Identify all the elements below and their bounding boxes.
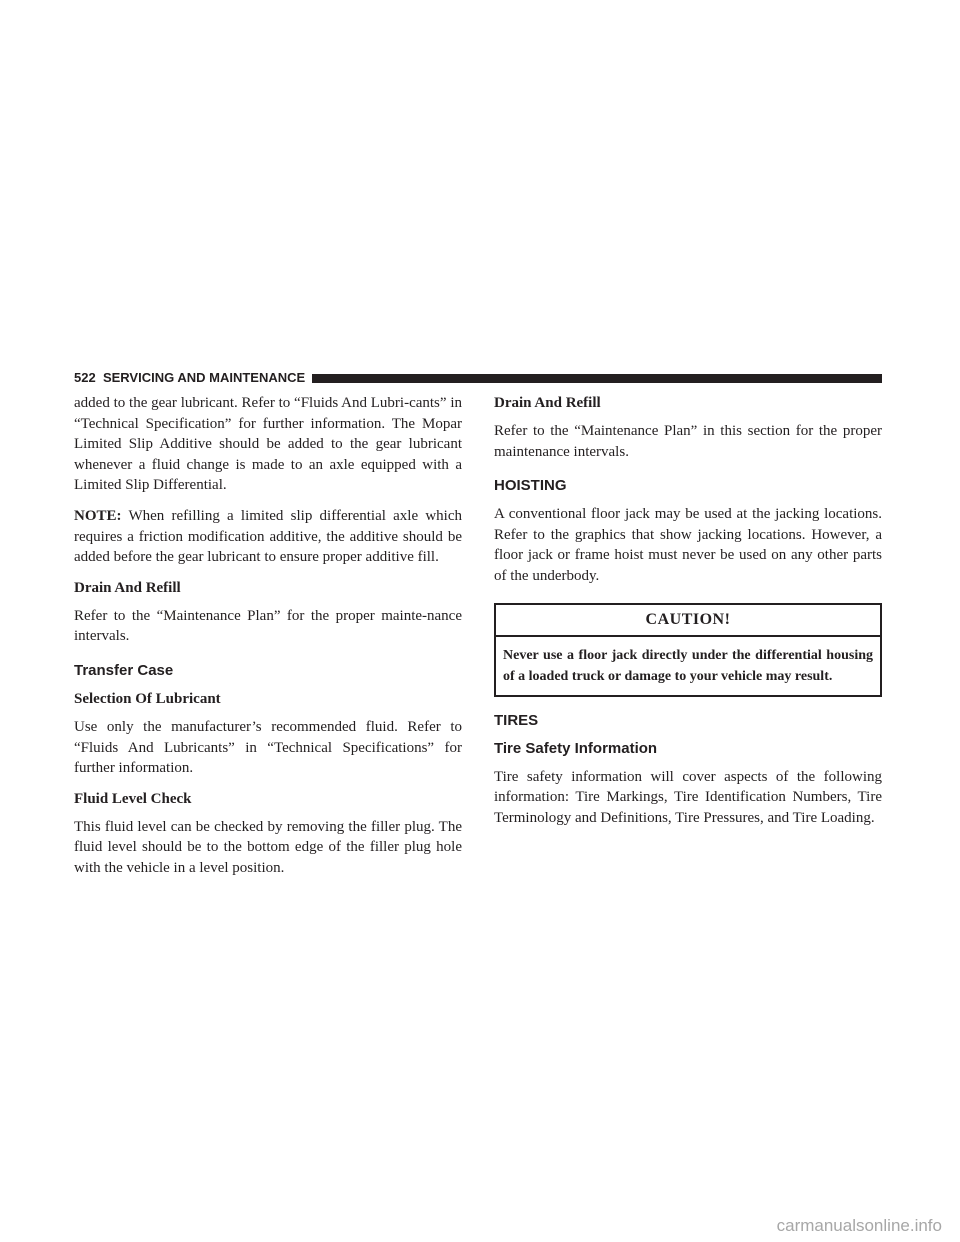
transfer-case-heading: Transfer Case xyxy=(74,661,174,679)
drain-refill-text: Refer to the “Maintenance Plan” for the proper mainte-nance intervals. xyxy=(74,607,462,645)
note-text: When refilling a limited slip differential axle which requires a friction modification additive, the additive should be added before the gear lubricant to ensure proper additive fill. xyxy=(74,507,462,566)
note-label: NOTE: xyxy=(74,507,122,524)
watermark: carmanualsonline.info xyxy=(776,1216,942,1235)
selection-lubricant-heading: Selection Of Lubricant xyxy=(74,690,221,707)
page-header xyxy=(74,369,882,387)
selection-lubricant-text: Use only the manufacturer’s recommended fluid. Refer to “Fluids And Lubricants” in “Technical Specifications” for further information. xyxy=(74,718,462,777)
fluid-level-text: This fluid level can be checked by removing the filler plug. The fluid level should be to the bottom edge of the filler plug hole with the vehicle in a level position. xyxy=(74,818,462,876)
section-title: SERVICING AND MAINTENANCE xyxy=(102,370,306,385)
drain-refill-heading: Drain And Refill xyxy=(74,579,181,596)
caution-text: Never use a floor jack directly under the differential housing of a loaded truck or damage to your vehicle may result. xyxy=(503,647,873,684)
tires-heading: TIRES xyxy=(494,711,539,729)
tire-safety-text: Tire safety information will cover aspects of the following information: Tire Markings, Tire Identification Numbers, Tire Terminology and Definitions, Tire Pressures, and Tire Loading. xyxy=(494,768,882,826)
left-column xyxy=(74,393,462,889)
paragraph-gear-lubricant: added to the gear lubricant. Refer to “Fluids And Lubri-cants” in “Technical Specification” for further information. The Mopar Limited Slip Additive should be added to the gear lubricant whenever a fluid change is made to an axle equipped with a Limited Slip Differential. xyxy=(74,395,462,494)
caution-title: CAUTION! xyxy=(496,605,880,637)
note-paragraph xyxy=(74,506,462,568)
tire-safety-heading: Tire Safety Information xyxy=(494,739,658,757)
fluid-level-heading: Fluid Level Check xyxy=(74,790,192,807)
caution-box xyxy=(494,603,882,697)
right-column xyxy=(494,393,882,838)
drain-refill-heading-right: Drain And Refill xyxy=(494,395,601,411)
page-number: 522 xyxy=(74,370,96,385)
header-label xyxy=(74,369,305,387)
header-rule xyxy=(312,374,882,383)
hoisting-text: A conventional floor jack may be used at the jacking locations. Refer to the graphics that show jacking locations. However, a floor jack or frame hoist must never be used on any other parts of the underbody. xyxy=(494,506,882,584)
drain-refill-text-right: Refer to the “Maintenance Plan” in this section for the proper maintenance intervals. xyxy=(494,423,882,460)
hoisting-heading: HOISTING xyxy=(494,477,567,495)
